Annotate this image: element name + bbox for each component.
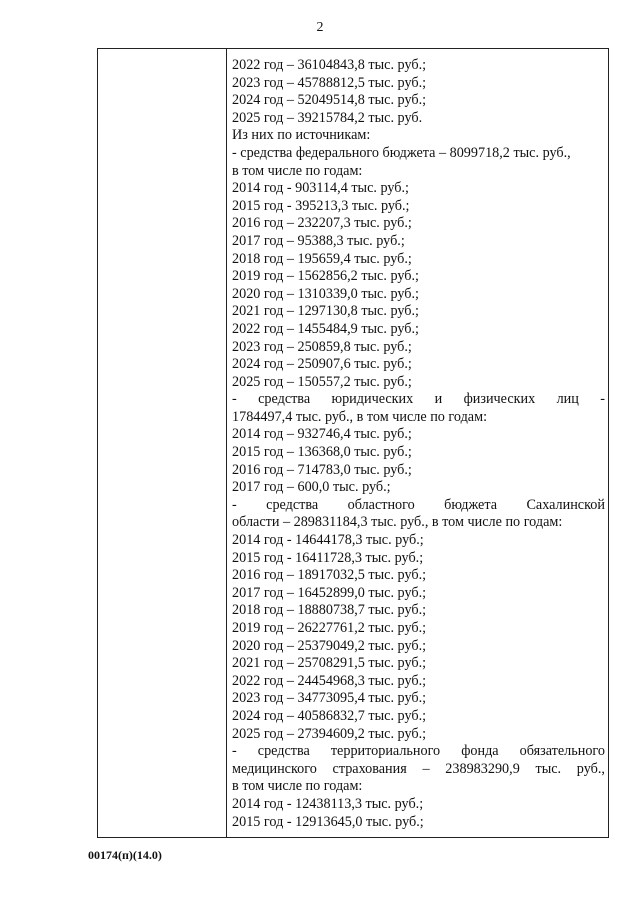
text-line: 2016 год – 714783,0 тыс. руб.; xyxy=(232,461,412,478)
text-line: 2021 год – 1297130,8 тыс. руб.; xyxy=(232,303,419,320)
text-line: в том числе по годам: xyxy=(232,162,363,179)
text-line: 1784497,4 тыс. руб., в том числе по годам: xyxy=(232,408,488,425)
text-line: 2018 год – 195659,4 тыс. руб.; xyxy=(232,250,412,267)
insurance-fund-heading xyxy=(232,743,605,761)
justified-word: – xyxy=(422,760,430,777)
funding-table xyxy=(97,48,609,838)
text-line: 2025 год – 39215784,2 тыс. руб. xyxy=(232,109,423,126)
text-line: 2021 год – 25708291,5 тыс. руб.; xyxy=(232,655,427,672)
text-line: 2023 год – 34773095,4 тыс. руб.; xyxy=(232,690,427,707)
table-right-cell xyxy=(232,57,605,831)
text-line: 2014 год – 932746,4 тыс. руб.; xyxy=(232,426,412,443)
text-line: 2014 год - 14644178,3 тыс. руб.; xyxy=(232,532,424,549)
justified-word: юридических xyxy=(331,391,414,408)
text-line: 2024 год – 52049514,8 тыс. руб.; xyxy=(232,92,427,109)
document-code: 00174(п)(14.0) xyxy=(88,848,162,862)
text-line: Из них по источникам: xyxy=(232,127,371,144)
text-line: 2017 год – 16452899,0 тыс. руб.; xyxy=(232,584,427,601)
justified-word: лиц xyxy=(556,391,579,408)
text-line: 2018 год – 18880738,7 тыс. руб.; xyxy=(232,602,427,619)
regional-budget-heading xyxy=(232,497,605,515)
justified-word: - xyxy=(232,743,237,760)
text-line: - средства федерального бюджета – 8099718,2 тыс. руб., xyxy=(232,144,571,161)
justified-word: средства xyxy=(257,743,310,760)
text-line: 2017 год – 600,0 тыс. руб.; xyxy=(232,479,391,496)
justified-word: средства xyxy=(266,496,319,513)
justified-word: - xyxy=(232,391,237,408)
text-line: 2015 год – 136368,0 тыс. руб.; xyxy=(232,444,412,461)
text-line: 2025 год – 150557,2 тыс. руб.; xyxy=(232,373,412,390)
text-line: 2020 год – 1310339,0 тыс. руб.; xyxy=(232,285,419,302)
justified-word: бюджета xyxy=(444,496,498,513)
justified-word: медицинского xyxy=(232,760,317,777)
legal-entities-heading xyxy=(232,391,605,409)
funding-block-total xyxy=(232,57,605,391)
text-line: 2014 год - 903114,4 тыс. руб.; xyxy=(232,180,409,197)
insurance-fund-heading-2 xyxy=(232,761,605,779)
page-number: 2 xyxy=(316,20,324,35)
text-line: 2024 год – 250907,6 тыс. руб.; xyxy=(232,356,412,373)
funding-block-fund xyxy=(232,778,605,831)
justified-word: тыс. xyxy=(535,760,562,777)
justified-word: Сахалинской xyxy=(526,496,605,513)
text-line: 2015 год - 12913645,0 тыс. руб.; xyxy=(232,813,424,830)
justified-word: областного xyxy=(347,496,415,513)
text-line: 2023 год – 250859,8 тыс. руб.; xyxy=(232,338,412,355)
justified-word: фонда xyxy=(461,743,499,760)
text-line: 2015 год - 16411728,3 тыс. руб.; xyxy=(232,549,424,566)
text-line: 2020 год – 25379049,2 тыс. руб.; xyxy=(232,637,427,654)
text-line: 2017 год – 95388,3 тыс. руб.; xyxy=(232,232,405,249)
text-line: 2015 год - 395213,3 тыс. руб.; xyxy=(232,197,410,214)
text-line: 2014 год - 12438113,3 тыс. руб.; xyxy=(232,795,424,812)
justified-word: средства xyxy=(258,391,311,408)
text-line: 2016 год – 232207,3 тыс. руб.; xyxy=(232,215,412,232)
justified-word: руб., xyxy=(576,760,605,777)
text-line: 2019 год – 1562856,2 тыс. руб.; xyxy=(232,268,419,285)
justified-word: физических xyxy=(463,391,536,408)
text-line: в том числе по годам: xyxy=(232,778,363,795)
text-line: 2019 год – 26227761,2 тыс. руб.; xyxy=(232,620,427,636)
text-line: 2024 год – 40586832,7 тыс. руб.; xyxy=(232,707,427,724)
text-line: 2025 год – 27394609,2 тыс. руб.; xyxy=(232,725,427,742)
text-line: 2016 год – 18917032,5 тыс. руб.; xyxy=(232,567,427,584)
text-line: области – 289831184,3 тыс. руб., в том числе по годам: xyxy=(232,514,563,531)
table-left-cell xyxy=(98,49,227,837)
funding-block-regional xyxy=(232,514,605,743)
text-line: 2022 год – 1455484,9 тыс. руб.; xyxy=(232,320,419,337)
text-line: 2023 год – 45788812,5 тыс. руб.; xyxy=(232,74,427,91)
text-line: 2022 год – 24454968,3 тыс. руб.; xyxy=(232,672,427,689)
funding-block-legal xyxy=(232,409,605,497)
justified-word: и xyxy=(434,391,443,408)
justified-word: обязательного xyxy=(519,743,605,760)
justified-word: территориального xyxy=(330,743,441,760)
justified-word: - xyxy=(232,496,237,513)
text-line: 2022 год – 36104843,8 тыс. руб.; xyxy=(232,57,427,73)
justified-word: 238983290,9 xyxy=(445,760,520,777)
justified-word: - xyxy=(600,391,605,408)
justified-word: страхования xyxy=(332,760,407,777)
